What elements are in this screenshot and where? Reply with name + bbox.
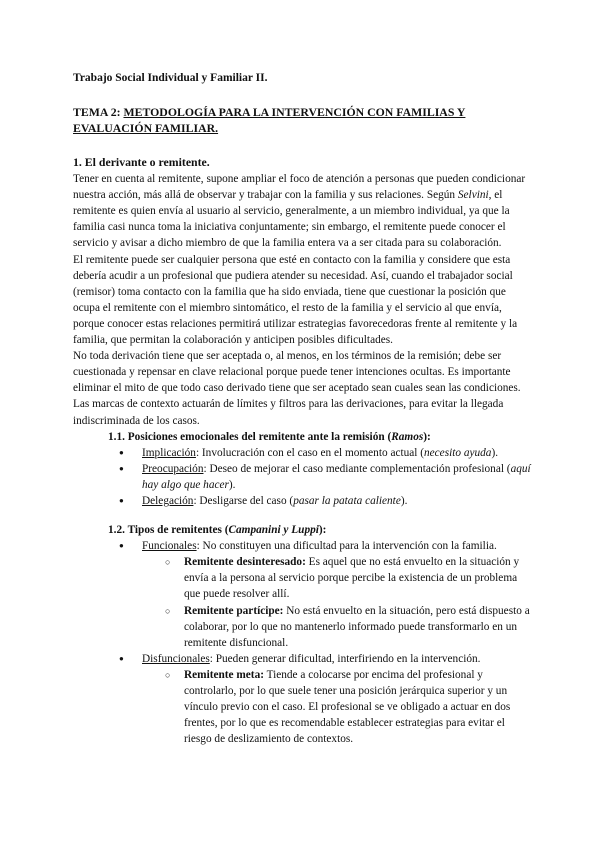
emotional-positions-list bbox=[73, 445, 533, 509]
example-delegacion: pasar la patata caliente bbox=[293, 494, 401, 507]
list-item-remitente-meta bbox=[177, 667, 533, 747]
term-implicacion: Implicación bbox=[142, 446, 196, 459]
term-remitente-desinteresado: Remitente desinteresado: bbox=[184, 556, 306, 569]
text-funcionales: : No constituyen una dificultad para la intervención con la familia. bbox=[196, 540, 497, 553]
text-remitente-desinteresado: Es aquel que no está envuelto en la situación y envía a la persona al servicio porque percibe la existencia de un problema que puede resolver allí. bbox=[184, 556, 520, 601]
subsection-1-2-heading-b: ): bbox=[318, 524, 327, 537]
paragraph-1-part-b: , el remitente es quien envía al usuario al servicio, generalmente, a un miembro individual, ya que la familia casi nunca toma la iniciativa conjuntamente; sin embargo, el remitente puede conocer el servicio y avisar a dicho miembro de que la familia entera va a ser citada para su colaboración. bbox=[73, 189, 510, 250]
end-implicacion: ). bbox=[491, 446, 499, 459]
list-item-disfuncionales bbox=[133, 651, 533, 748]
subsection-1-1-heading bbox=[108, 429, 533, 445]
list-item-funcionales bbox=[133, 538, 533, 651]
example-implicacion: necesito ayuda bbox=[424, 446, 492, 459]
text-delegacion: : Desligarse del caso ( bbox=[193, 494, 294, 507]
funcionales-sublist bbox=[142, 554, 533, 651]
paragraph-2: El remitente puede ser cualquier persona que esté en contacto con la familia y considere que esta debería acudir a un profesional que pudiera atender su necesidad. Así, cuando el trabajador social (remisor) toma contacto con la familia que ha sido enviada, tiene que cuestionar la posición que ocupa el remitente con el miembro sintomático, el resto de la familia y el servicio al que envía, porque conocer estas relaciones permitirá utilizar estrategias favorecedoras frente al remitente y la familia, que permitan la colaboración y anticipen posibles dificultades. bbox=[73, 253, 518, 347]
list-item-preocupacion bbox=[133, 461, 533, 493]
end-delegacion: ). bbox=[400, 494, 408, 507]
disfuncionales-sublist bbox=[142, 667, 533, 747]
subsection-1-1-heading-b: ): bbox=[423, 430, 431, 443]
text-remitente-participe: No está envuelto en la situación, pero está dispuesto a colaborar, por lo que no mantenerlo informado puede transformarlo en un remitente disfuncional. bbox=[184, 604, 530, 649]
term-funcionales: Funcionales bbox=[142, 540, 197, 553]
term-disfuncionales: Disfuncionales bbox=[142, 652, 210, 665]
tema-prefix: TEMA 2: bbox=[73, 105, 124, 119]
author-selvini: Selvini bbox=[457, 189, 489, 202]
tema-heading bbox=[73, 104, 533, 136]
term-delegacion: Delegación bbox=[142, 494, 194, 507]
section-1 bbox=[73, 154, 533, 747]
tema-title: METODOLOGÍA PARA LA INTERVENCIÓN CON FAMILIAS Y EVALUACIÓN FAMILIAR. bbox=[73, 105, 466, 135]
list-item-remitente-participe bbox=[177, 603, 533, 651]
subsection-1-2-heading-a: 1.2. Tipos de remitentes ( bbox=[108, 524, 229, 537]
list-item-implicacion bbox=[133, 445, 533, 461]
text-implicacion: : Involucración con el caso en el momento actual ( bbox=[195, 446, 424, 459]
paragraph-3: No toda derivación tiene que ser aceptada o, al menos, en los términos de la remisión; debe ser cuestionada y repensar en clave relacional porque puede tener intenciones ocultas. Es importante eliminar el mito de que todo caso derivado tiene que ser aceptado sean cuales sean las condiciones. Las marcas de contexto actuarán de límites y filtros para las derivaciones, para evitar la llegada indiscriminada de los casos. bbox=[73, 350, 521, 427]
author-campanini-luppi: Campanini y Luppi bbox=[228, 524, 319, 537]
subsection-1-1-heading-a: 1.1. Posiciones emocionales del remitente ante la remisión ( bbox=[108, 430, 392, 443]
text-preocupacion: : Deseo de mejorar el caso mediante complementación profesional ( bbox=[203, 462, 511, 475]
example-preocupacion: aquí hay algo que hacer bbox=[142, 462, 531, 491]
paragraph-1-part-a: Tener en cuenta al remitente, supone ampliar el foco de atención a personas que pueden condicionar nuestra acción, más allá de observar y trabajar con la familia y sus relaciones. Según bbox=[73, 173, 526, 202]
term-remitente-meta: Remitente meta: bbox=[184, 668, 264, 681]
list-item-remitente-desinteresado bbox=[177, 554, 533, 602]
subsection-1-2-heading bbox=[108, 522, 533, 538]
document-title: Trabajo Social Individual y Familiar II. bbox=[73, 72, 268, 84]
end-preocupacion: ). bbox=[228, 478, 236, 491]
text-disfuncionales: : Pueden generar dificultad, interfiriendo en la intervención. bbox=[209, 652, 481, 665]
remitter-types-list bbox=[73, 538, 533, 747]
list-item-delegacion bbox=[133, 493, 533, 509]
author-ramos: Ramos bbox=[391, 430, 424, 443]
term-preocupacion: Preocupación bbox=[142, 462, 204, 475]
term-remitente-participe: Remitente partícipe: bbox=[184, 604, 284, 617]
section-1-heading: 1. El derivante o remitente. bbox=[73, 155, 210, 169]
text-remitente-meta: Tiende a colocarse por encima del profesional y controlarlo, por lo que suele tener una posición jerárquica superior y un vínculo previo con el caso. El profesional se ve obligado a actuar en dos frentes, por lo que es recomendable establecer estrategias para evitar el riesgo de deslizamiento de contextos. bbox=[184, 668, 511, 746]
paragraph-1 bbox=[73, 171, 533, 251]
